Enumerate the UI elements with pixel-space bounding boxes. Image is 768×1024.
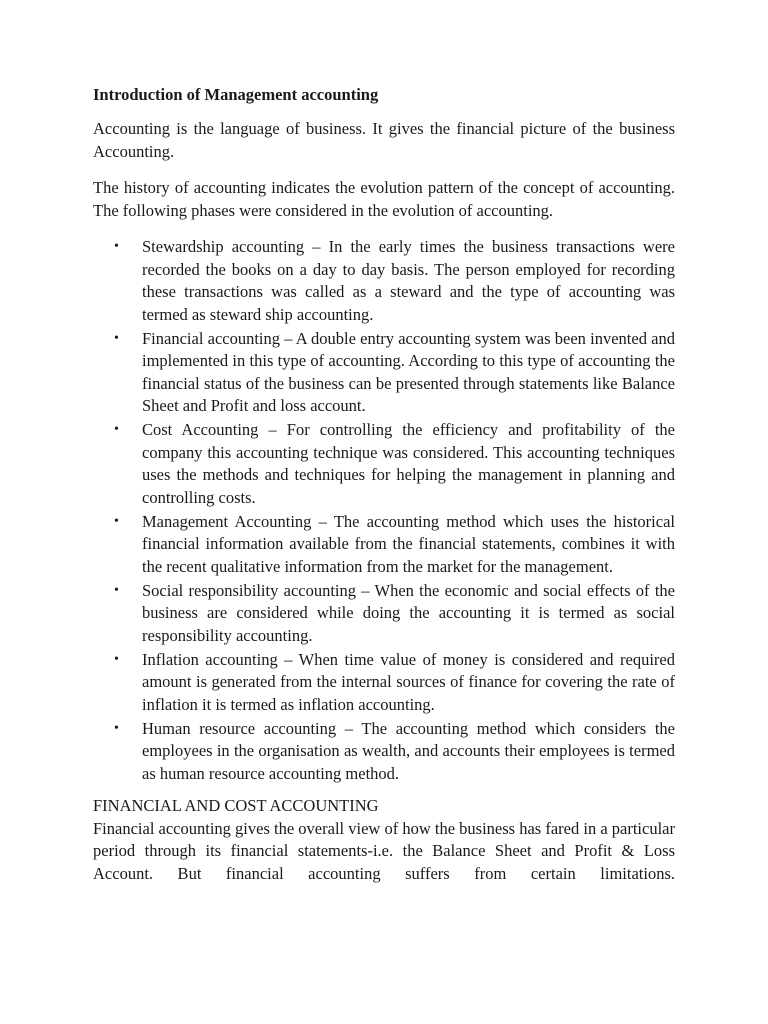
document-page [93,84,675,885]
list-item [93,328,675,418]
list-item-text: Cost Accounting – For controlling the efficiency and profitability of the company this accounting technique was considered. This accounting techniques uses the methods and techniques for helping the management in planning and controlling costs. [142,420,675,507]
list-item-text: Management Accounting – The accounting method which uses the historical financial information available from the financial statements, combines it with the recent qualitative information from the market for the management. [142,511,675,576]
bullet-icon: • [114,651,119,667]
bullet-icon: • [114,720,119,736]
section-paragraph: Financial accounting gives the overall view of how the business has fared in a particular period through its financial statements-i.e. the Balance Sheet and Profit & Loss Account. But financial accounting suffers from certain limitations. [93,818,675,883]
page-title: Introduction of Management accounting [93,85,379,104]
list-item-text: Human resource accounting – The accounting method which considers the employees in the organisation as wealth, and accounts their employees is termed as human resource accounting method. [142,718,675,783]
bullet-icon: • [114,582,119,598]
intro-paragraph: Accounting is the language of business. It gives the financial picture of the business Accounting. [93,119,675,161]
section-heading: FINANCIAL AND COST ACCOUNTING [93,796,379,815]
list-item-text: Inflation accounting – When time value of money is considered and required amount is generated from the internal sources of finance for covering the rate of inflation it is termed as inflation accounting. [142,649,675,714]
history-paragraph: The history of accounting indicates the evolution pattern of the concept of accounting. The following phases were considered in the evolution of accounting. [93,178,675,220]
bullet-icon: • [114,513,119,529]
list-item-text: Social responsibility accounting – When the economic and social effects of the business are considered while doing the accounting it is termed as social responsibility accounting. [142,580,675,645]
bullet-icon: • [114,239,119,254]
list-item [93,419,675,509]
list-item [93,718,675,786]
phases-list [93,236,675,785]
list-item [93,511,675,579]
list-item [93,580,675,648]
list-item [93,649,675,717]
list-item-text: Financial accounting – A double entry accounting system was been invented and implemented in this type of accounting. According to this type of accounting the financial status of the business can be presented through statements like Balance Sheet and Profit and loss account. [142,328,675,415]
bullet-icon: • [114,330,119,346]
bullet-icon: • [114,422,119,437]
list-item [93,236,675,326]
list-item-text: Stewardship accounting – In the early times the business transactions were recorded the books on a day to day basis. The person employed for recording these transactions was called as a steward and the type of accounting was termed as steward ship accounting. [142,237,675,324]
